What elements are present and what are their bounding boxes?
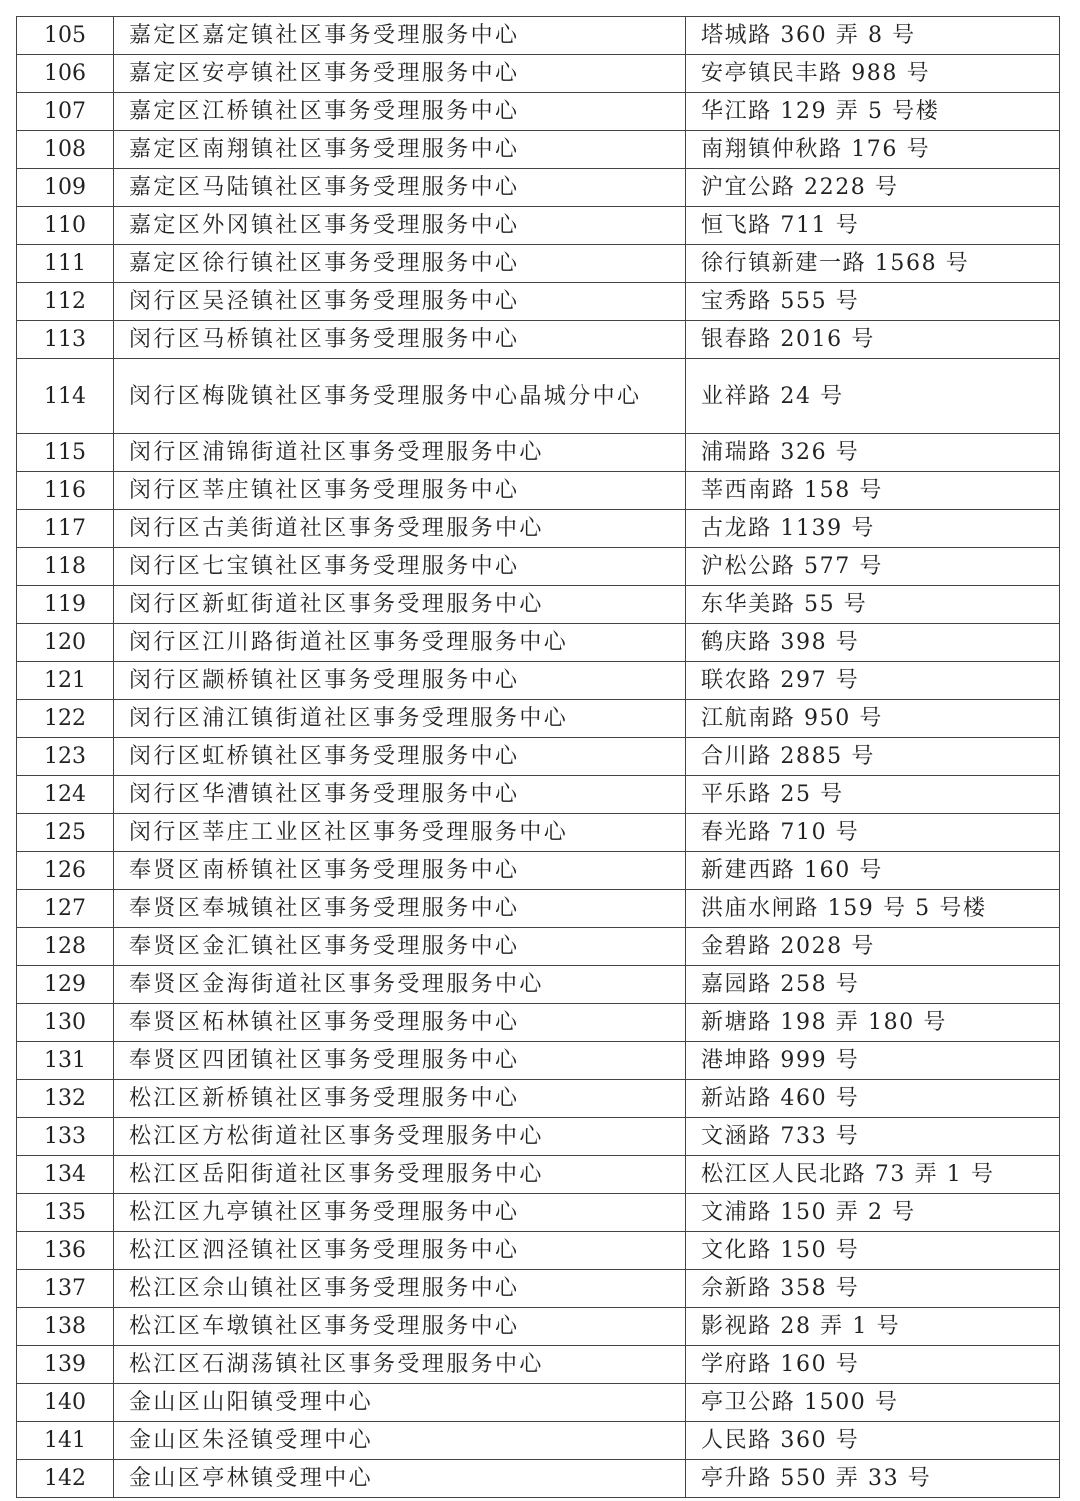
row-number: 139	[17, 1346, 114, 1384]
row-number: 112	[17, 283, 114, 321]
table-row	[17, 207, 1060, 245]
row-number: 136	[17, 1232, 114, 1270]
center-name: 金山区亭林镇受理中心	[114, 1460, 686, 1498]
row-number: 114	[17, 359, 114, 434]
center-name: 金山区朱泾镇受理中心	[114, 1422, 686, 1460]
table-row	[17, 1118, 1060, 1156]
center-address: 沪宜公路 2228 号	[686, 169, 1060, 207]
table-row	[17, 928, 1060, 966]
table-row	[17, 359, 1060, 434]
table-row	[17, 55, 1060, 93]
table-row	[17, 510, 1060, 548]
center-address: 亭升路 550 弄 33 号	[686, 1460, 1060, 1498]
row-number: 141	[17, 1422, 114, 1460]
table-row	[17, 169, 1060, 207]
center-address: 文浦路 150 弄 2 号	[686, 1194, 1060, 1232]
center-name: 奉贤区南桥镇社区事务受理服务中心	[114, 852, 686, 890]
row-number: 140	[17, 1384, 114, 1422]
row-number: 132	[17, 1080, 114, 1118]
center-name: 闵行区浦锦街道社区事务受理服务中心	[114, 434, 686, 472]
center-address: 金碧路 2028 号	[686, 928, 1060, 966]
center-name: 嘉定区马陆镇社区事务受理服务中心	[114, 169, 686, 207]
center-name: 闵行区新虹街道社区事务受理服务中心	[114, 586, 686, 624]
center-name: 松江区岳阳街道社区事务受理服务中心	[114, 1156, 686, 1194]
row-number: 118	[17, 548, 114, 586]
center-address: 宝秀路 555 号	[686, 283, 1060, 321]
row-number: 135	[17, 1194, 114, 1232]
table-row	[17, 1384, 1060, 1422]
row-number: 120	[17, 624, 114, 662]
table-row	[17, 131, 1060, 169]
table-row	[17, 93, 1060, 131]
center-name: 松江区新桥镇社区事务受理服务中心	[114, 1080, 686, 1118]
center-name: 松江区方松街道社区事务受理服务中心	[114, 1118, 686, 1156]
row-number: 129	[17, 966, 114, 1004]
center-name: 嘉定区外冈镇社区事务受理服务中心	[114, 207, 686, 245]
table-row	[17, 1308, 1060, 1346]
table-row	[17, 738, 1060, 776]
center-address: 古龙路 1139 号	[686, 510, 1060, 548]
table-row	[17, 17, 1060, 55]
center-name: 闵行区古美街道社区事务受理服务中心	[114, 510, 686, 548]
table-row	[17, 245, 1060, 283]
center-name: 松江区九亭镇社区事务受理服务中心	[114, 1194, 686, 1232]
center-name: 松江区佘山镇社区事务受理服务中心	[114, 1270, 686, 1308]
table-row	[17, 1004, 1060, 1042]
center-address: 松江区人民北路 73 弄 1 号	[686, 1156, 1060, 1194]
center-name: 嘉定区嘉定镇社区事务受理服务中心	[114, 17, 686, 55]
center-address: 洪庙水闸路 159 号 5 号楼	[686, 890, 1060, 928]
center-name: 闵行区华漕镇社区事务受理服务中心	[114, 776, 686, 814]
center-name: 闵行区虹桥镇社区事务受理服务中心	[114, 738, 686, 776]
table-row	[17, 890, 1060, 928]
center-name: 嘉定区南翔镇社区事务受理服务中心	[114, 131, 686, 169]
center-name: 金山区山阳镇受理中心	[114, 1384, 686, 1422]
row-number: 122	[17, 700, 114, 738]
center-name: 闵行区江川路街道社区事务受理服务中心	[114, 624, 686, 662]
table-row	[17, 434, 1060, 472]
center-address: 联农路 297 号	[686, 662, 1060, 700]
table-body	[17, 17, 1060, 1498]
row-number: 125	[17, 814, 114, 852]
table-row	[17, 1194, 1060, 1232]
center-address: 沪松公路 577 号	[686, 548, 1060, 586]
row-number: 111	[17, 245, 114, 283]
center-address: 徐行镇新建一路 1568 号	[686, 245, 1060, 283]
center-address: 文化路 150 号	[686, 1232, 1060, 1270]
table-row	[17, 586, 1060, 624]
row-number: 127	[17, 890, 114, 928]
center-address: 新站路 460 号	[686, 1080, 1060, 1118]
center-name: 奉贤区金汇镇社区事务受理服务中心	[114, 928, 686, 966]
center-name: 嘉定区安亭镇社区事务受理服务中心	[114, 55, 686, 93]
row-number: 119	[17, 586, 114, 624]
table-row	[17, 1422, 1060, 1460]
center-name: 嘉定区江桥镇社区事务受理服务中心	[114, 93, 686, 131]
table-row	[17, 776, 1060, 814]
row-number: 117	[17, 510, 114, 548]
table-row	[17, 321, 1060, 359]
center-address: 南翔镇仲秋路 176 号	[686, 131, 1060, 169]
row-number: 134	[17, 1156, 114, 1194]
center-address: 华江路 129 弄 5 号楼	[686, 93, 1060, 131]
center-address: 鹤庆路 398 号	[686, 624, 1060, 662]
table-row	[17, 814, 1060, 852]
row-number: 115	[17, 434, 114, 472]
center-address: 银春路 2016 号	[686, 321, 1060, 359]
center-address: 人民路 360 号	[686, 1422, 1060, 1460]
center-address: 浦瑞路 326 号	[686, 434, 1060, 472]
center-name: 闵行区梅陇镇社区事务受理服务中心晶城分中心	[114, 359, 686, 434]
center-name: 奉贤区奉城镇社区事务受理服务中心	[114, 890, 686, 928]
center-address: 嘉园路 258 号	[686, 966, 1060, 1004]
row-number: 107	[17, 93, 114, 131]
center-address: 塔城路 360 弄 8 号	[686, 17, 1060, 55]
table-row	[17, 1232, 1060, 1270]
row-number: 123	[17, 738, 114, 776]
center-name: 闵行区莘庄镇社区事务受理服务中心	[114, 472, 686, 510]
table-row	[17, 852, 1060, 890]
table-row	[17, 662, 1060, 700]
center-address: 平乐路 25 号	[686, 776, 1060, 814]
row-number: 137	[17, 1270, 114, 1308]
row-number: 109	[17, 169, 114, 207]
center-address: 影视路 28 弄 1 号	[686, 1308, 1060, 1346]
center-address: 江航南路 950 号	[686, 700, 1060, 738]
table-row	[17, 1080, 1060, 1118]
center-name: 闵行区莘庄工业区社区事务受理服务中心	[114, 814, 686, 852]
row-number: 121	[17, 662, 114, 700]
row-number: 130	[17, 1004, 114, 1042]
center-address: 学府路 160 号	[686, 1346, 1060, 1384]
table-row	[17, 472, 1060, 510]
center-name: 闵行区浦江镇街道社区事务受理服务中心	[114, 700, 686, 738]
center-name: 奉贤区金海街道社区事务受理服务中心	[114, 966, 686, 1004]
row-number: 131	[17, 1042, 114, 1080]
center-name: 闵行区七宝镇社区事务受理服务中心	[114, 548, 686, 586]
row-number: 105	[17, 17, 114, 55]
center-address: 莘西南路 158 号	[686, 472, 1060, 510]
center-address: 合川路 2885 号	[686, 738, 1060, 776]
row-number: 108	[17, 131, 114, 169]
center-address: 业祥路 24 号	[686, 359, 1060, 434]
row-number: 113	[17, 321, 114, 359]
row-number: 138	[17, 1308, 114, 1346]
center-address: 佘新路 358 号	[686, 1270, 1060, 1308]
center-address: 亭卫公路 1500 号	[686, 1384, 1060, 1422]
center-name: 松江区石湖荡镇社区事务受理服务中心	[114, 1346, 686, 1384]
center-address: 安亭镇民丰路 988 号	[686, 55, 1060, 93]
table-row	[17, 966, 1060, 1004]
center-name: 松江区车墩镇社区事务受理服务中心	[114, 1308, 686, 1346]
center-address: 东华美路 55 号	[686, 586, 1060, 624]
center-address: 新建西路 160 号	[686, 852, 1060, 890]
row-number: 110	[17, 207, 114, 245]
center-address: 恒飞路 711 号	[686, 207, 1060, 245]
center-address: 春光路 710 号	[686, 814, 1060, 852]
center-name: 闵行区颛桥镇社区事务受理服务中心	[114, 662, 686, 700]
row-number: 126	[17, 852, 114, 890]
table-row	[17, 700, 1060, 738]
center-name: 奉贤区四团镇社区事务受理服务中心	[114, 1042, 686, 1080]
row-number: 106	[17, 55, 114, 93]
row-number: 133	[17, 1118, 114, 1156]
row-number: 116	[17, 472, 114, 510]
table-row	[17, 624, 1060, 662]
center-name: 松江区泗泾镇社区事务受理服务中心	[114, 1232, 686, 1270]
center-name: 奉贤区柘林镇社区事务受理服务中心	[114, 1004, 686, 1042]
row-number: 128	[17, 928, 114, 966]
center-address: 新塘路 198 弄 180 号	[686, 1004, 1060, 1042]
row-number: 142	[17, 1460, 114, 1498]
center-name: 嘉定区徐行镇社区事务受理服务中心	[114, 245, 686, 283]
table-row	[17, 283, 1060, 321]
service-center-table	[16, 16, 1060, 1498]
table-row	[17, 1460, 1060, 1498]
table-row	[17, 1156, 1060, 1194]
table-row	[17, 548, 1060, 586]
table-row	[17, 1346, 1060, 1384]
row-number: 124	[17, 776, 114, 814]
center-address: 文涵路 733 号	[686, 1118, 1060, 1156]
table-row	[17, 1270, 1060, 1308]
table-row	[17, 1042, 1060, 1080]
center-name: 闵行区吴泾镇社区事务受理服务中心	[114, 283, 686, 321]
center-name: 闵行区马桥镇社区事务受理服务中心	[114, 321, 686, 359]
center-address: 港坤路 999 号	[686, 1042, 1060, 1080]
